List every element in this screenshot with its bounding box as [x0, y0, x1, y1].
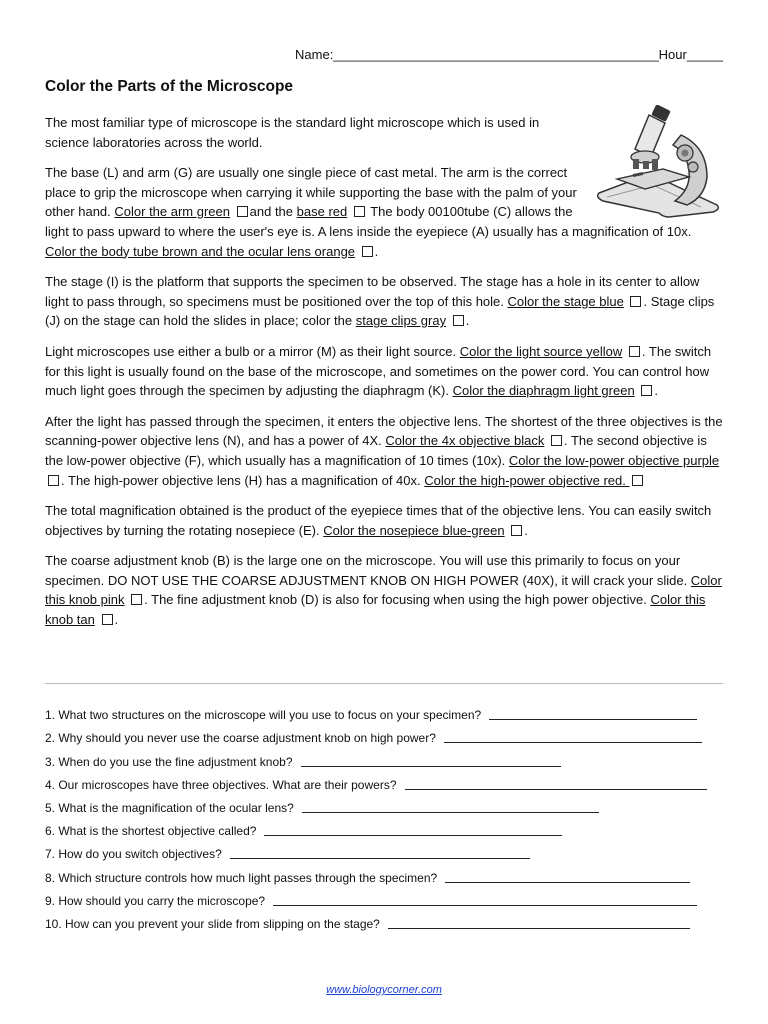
question-text: 9. How should you carry the microscope?	[45, 893, 266, 908]
checkbox[interactable]	[354, 206, 365, 217]
task-low-power: Color the low-power objective purple	[508, 452, 720, 468]
question-text: 3. When do you use the fine adjustment knob?	[45, 754, 293, 769]
task-coarse-knob: Color this knob pink	[45, 572, 722, 608]
task-stage: Color the stage blue	[507, 293, 624, 309]
answer-blank[interactable]	[444, 731, 702, 743]
task-arm: Color the arm green	[114, 204, 231, 220]
instructions	[45, 113, 723, 641]
worksheet-page	[45, 0, 723, 1024]
task-high-power: Color the high-power objective red.	[424, 472, 630, 488]
footer	[45, 984, 723, 996]
answer-blank[interactable]	[445, 871, 690, 883]
nosepiece-paragraph: The total magnification obtained is the product of the eyepiece times that of the objective lens. You can easily switch objectives by turning the rotating nosepiece (E). Color the nosepiece blue-green .	[45, 503, 712, 538]
question-text: 8. Which structure controls how much light passes through the specimen?	[45, 870, 438, 885]
checkbox[interactable]	[511, 525, 522, 536]
question-text: 1. What two structures on the microscope will you use to focus on your specimen?	[45, 708, 482, 723]
checkbox[interactable]	[453, 315, 464, 326]
question-item	[45, 885, 723, 908]
checkbox[interactable]	[362, 246, 373, 257]
answer-blank[interactable]	[302, 801, 599, 813]
checkbox[interactable]	[237, 206, 248, 217]
objective-paragraph: After the light has passed through the specimen, it enters the objective lens. The shortest of the three objectives is the scanning-power objective lens (N), and has a power of 4X. Color the 4x objective black . The second objective is the low-power objective (F), which usually has a magnification of 10 times (10x). Color the low-power objective purple . The high-power objective lens (H) has a magnification of 40x. Color the high-power objective red.	[45, 413, 723, 488]
question-text: 4. Our microscopes have three objectives. What are their powers?	[45, 777, 397, 792]
checkbox[interactable]	[48, 475, 59, 486]
task-4x: Color the 4x objective black	[385, 433, 545, 449]
question-text: 10. How can you prevent your slide from slipping on the stage?	[45, 916, 380, 931]
question-text: 5. What is the magnification of the ocular lens?	[45, 800, 294, 815]
stage-paragraph: The stage (I) is the platform that supports the specimen to be observed. The stage has a hole in its center to allow light to pass through, so specimens must be positioned over the top of this hole. Color the stage blue . Stage clips (J) on the stage can hold the slides in place; color the stage clips gray .	[45, 274, 715, 329]
checkbox[interactable]	[551, 435, 562, 446]
question-item	[45, 838, 723, 861]
task-diaphragm: Color the diaphragm light green	[452, 383, 635, 399]
page-title: Color the Parts of the Microscope	[45, 78, 294, 95]
answer-blank[interactable]	[273, 894, 697, 906]
base-arm-paragraph: The base (L) and arm (G) are usually one single piece of cast metal. The arm is the correct place to grip the microscope when carrying it while supporting the base with the palm of your other hand. Color the arm green and the base red The body 00100tube (C) allows the light to pass upward to where the user's eye is. A lens inside the eyepiece (A) usually has a magnification of 10x. Color the body tube brown and the ocular lens orange .	[45, 165, 692, 259]
question-text: 7. How do you switch objectives?	[45, 847, 222, 862]
question-item	[45, 815, 723, 838]
checkbox[interactable]	[629, 346, 640, 357]
task-light: Color the light source yellow	[459, 343, 623, 359]
checkbox[interactable]	[641, 385, 652, 396]
question-item	[45, 745, 723, 768]
checkbox[interactable]	[632, 475, 643, 486]
question-text: 2. Why should you never use the coarse adjustment knob on high power?	[45, 731, 436, 746]
footer-link[interactable]: www.biologycorner.com	[326, 984, 442, 996]
knob-paragraph: The coarse adjustment knob (B) is the large one on the microscope. You will use this primarily to focus on your specimen. DO NOT USE THE COARSE ADJUSTMENT KNOB ON HIGH POWER (40X), it will crack your slide. Color this knob pink . The fine adjustment knob (D) is also for focusing when using the high power objective. Color this knob tan .	[45, 553, 722, 628]
question-item	[45, 769, 723, 792]
divider	[45, 683, 723, 684]
answer-blank[interactable]	[301, 755, 561, 767]
light-paragraph: Light microscopes use either a bulb or a mirror (M) as their light source. Color the light source yellow . The switch for this light is usually found on the base of the microscope, and sometimes on the power cord. You can control how much light goes through the specimen by adjusting the diaphragm (K). Color the diaphragm light green .	[45, 343, 712, 399]
task-fine-knob: Color this knob tan	[45, 592, 706, 628]
microscope-icon	[589, 105, 729, 220]
question-list	[45, 699, 723, 931]
checkbox[interactable]	[102, 614, 113, 625]
checkbox[interactable]	[131, 594, 142, 605]
intro-paragraph: The most familiar type of microscope is the standard light microscope which is used in science laboratories across the world.	[45, 115, 540, 150]
question-item	[45, 699, 723, 722]
task-clips: stage clips gray	[355, 313, 447, 329]
answer-blank[interactable]	[230, 847, 530, 859]
question-item	[45, 861, 723, 884]
answer-blank[interactable]	[388, 917, 690, 929]
task-nosepiece: Color the nosepiece blue-green	[323, 522, 505, 538]
name-hour-line: Name:_____________________________________________Hour_____	[295, 47, 723, 62]
answer-blank[interactable]	[264, 824, 562, 836]
question-item	[45, 792, 723, 815]
answer-blank[interactable]	[405, 778, 707, 790]
question-item	[45, 908, 723, 931]
checkbox[interactable]	[630, 296, 641, 307]
task-base: base red	[296, 204, 348, 220]
task-body-tube: Color the body tube brown and the ocular lens orange	[45, 243, 356, 259]
question-item	[45, 722, 723, 745]
answer-blank[interactable]	[489, 708, 697, 720]
question-text: 6. What is the shortest objective called?	[45, 824, 257, 839]
